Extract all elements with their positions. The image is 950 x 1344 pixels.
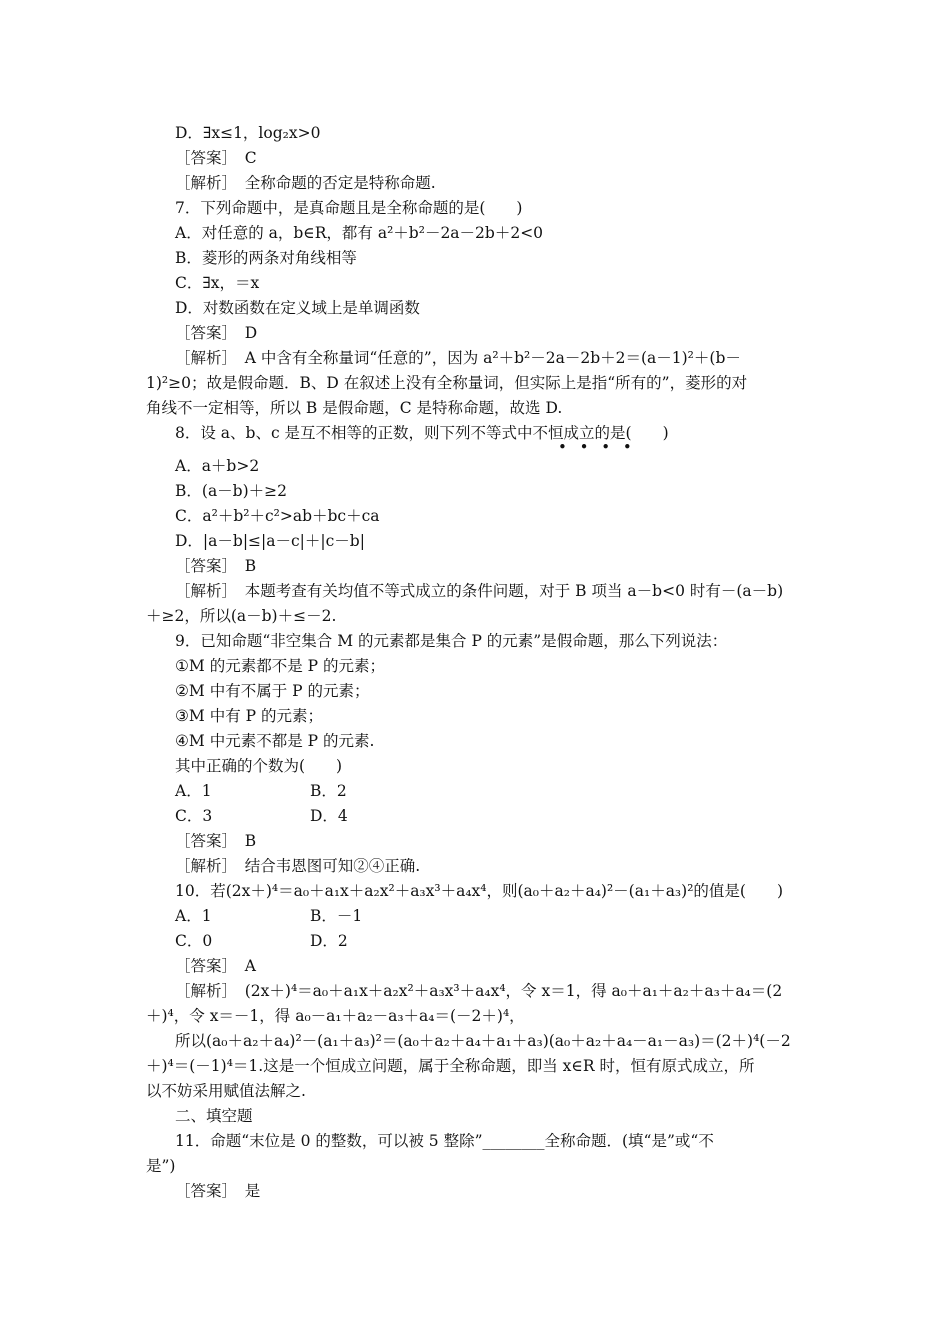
- answer-line: ［答案］ A: [175, 957, 256, 975]
- option-row: [175, 906, 363, 926]
- statement-line: ④M 中元素不都是 P 的元素.: [175, 732, 375, 750]
- option-line: A．a＋b>2: [175, 457, 260, 475]
- analysis-line: ［解析］ 全称命题的否定是特称命题.: [175, 174, 436, 192]
- option-line: B．(a－b)＋≥2: [175, 482, 287, 500]
- analysis-line: ［解析］ A 中含有全称量词“任意的”，因为 a²＋b²－2a－2b＋2＝(a－1)²＋(b－: [175, 349, 741, 367]
- emphasis-dots: • • • •: [558, 438, 636, 456]
- statement-line: ①M 的元素都不是 P 的元素；: [175, 657, 385, 675]
- option-row: [175, 806, 348, 826]
- analysis-line: ＋≥2，所以(a－b)＋≤－2.: [146, 607, 337, 625]
- option-right: D．4: [310, 807, 348, 825]
- analysis-line: ［解析］ (2x＋)⁴＝a₀＋a₁x＋a₂x²＋a₃x³＋a₄x⁴，令 x＝1，得 a₀＋a₁＋a₂＋a₃＋a₄＝(2: [175, 982, 783, 1000]
- analysis-line: ［解析］ 本题考查有关均值不等式成立的条件问题，对于 B 项当 a－b<0 时有－(a－b): [175, 582, 784, 600]
- option-line: D．|a－b|≤|a－c|＋|c－b|: [175, 532, 365, 550]
- option-right: B．－1: [310, 907, 363, 925]
- option-right: B．2: [310, 782, 347, 800]
- section-heading: 二、填空题: [175, 1107, 253, 1125]
- option-left: C．3: [175, 807, 213, 825]
- text-line: D．∃x≤1，log₂x>0: [175, 124, 321, 142]
- option-left: C．0: [175, 932, 213, 950]
- answer-line: ［答案］ D: [175, 324, 258, 342]
- analysis-line: 角线不一定相等，所以 B 是假命题，C 是特称命题，故选 D.: [146, 399, 563, 417]
- analysis-line: 1)²≥0；故是假命题．B、D 在叙述上没有全称量词，但实际上是指“所有的”，菱形的对: [146, 374, 748, 392]
- analysis-line: 所以(a₀＋a₂＋a₄)²－(a₁＋a₃)²＝(a₀＋a₂＋a₄＋a₁＋a₃)(a₀＋a₂＋a₄－a₁－a₃)＝(2＋)⁴(－2: [175, 1032, 791, 1050]
- question-line: 11．命题“末位是 0 的整数，可以被 5 整除”________全称命题．(填“是”或“不: [175, 1132, 714, 1150]
- analysis-line: ［解析］ 结合韦恩图可知②④正确.: [175, 857, 421, 875]
- option-left: A．1: [175, 907, 212, 925]
- answer-line: ［答案］ B: [175, 557, 257, 575]
- question-line: 8．设 a、b、c 是互不相等的正数，则下列不等式中不恒成立的是( ): [175, 424, 669, 442]
- option-line: D．对数函数在定义域上是单调函数: [175, 299, 420, 317]
- option-left: A．1: [175, 782, 212, 800]
- question-line: 10．若(2x＋)⁴＝a₀＋a₁x＋a₂x²＋a₃x³＋a₄x⁴，则(a₀＋a₂＋a₄)²－(a₁＋a₃)²的值是( ): [175, 882, 783, 900]
- statement-line: ③M 中有 P 的元素；: [175, 707, 323, 725]
- statement-line: ②M 中有不属于 P 的元素；: [175, 682, 370, 700]
- answer-line: ［答案］ B: [175, 832, 257, 850]
- answer-line: ［答案］ 是: [175, 1182, 261, 1200]
- option-line: C．a²＋b²＋c²>ab＋bc＋ca: [175, 507, 380, 525]
- analysis-line: ＋)⁴，令 x＝－1，得 a₀－a₁＋a₂－a₃＋a₄＝(－2＋)⁴，: [146, 1007, 525, 1025]
- question-line: 9．已知命题“非空集合 M 的元素都是集合 P 的元素”是假命题，那么下列说法：: [175, 632, 728, 650]
- analysis-line: ＋)⁴＝(－1)⁴＝1.这是一个恒成立问题，属于全称命题，即当 x∈R 时，恒有原式成立，所: [146, 1057, 755, 1075]
- question-line: 是”): [146, 1157, 176, 1175]
- question-line: 7．下列命题中，是真命题且是全称命题的是( ): [175, 199, 523, 217]
- option-row: [175, 931, 348, 951]
- option-row: [175, 781, 347, 801]
- option-line: C．∃x，＝x: [175, 274, 260, 292]
- question-line: 其中正确的个数为( ): [175, 757, 343, 775]
- option-line: B．菱形的两条对角线相等: [175, 249, 357, 267]
- option-line: A．对任意的 a，b∈R，都有 a²＋b²－2a－2b＋2<0: [175, 224, 544, 242]
- answer-line: ［答案］ C: [175, 149, 257, 167]
- option-right: D．2: [310, 932, 348, 950]
- analysis-line: 以不妨采用赋值法解之.: [146, 1082, 306, 1100]
